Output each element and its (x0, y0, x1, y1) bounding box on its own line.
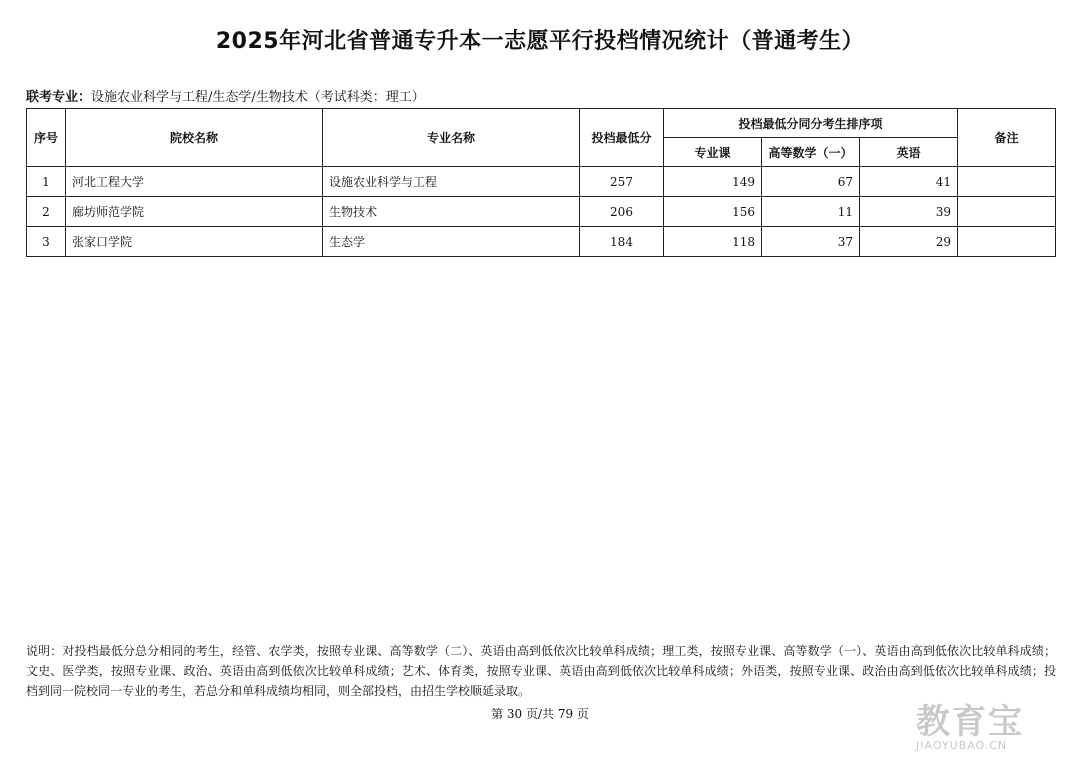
page-number: 第 30 页/共 79 页 (491, 707, 589, 721)
cell-remark (958, 197, 1056, 227)
header-remark: 备注 (958, 109, 1056, 167)
table-row (27, 227, 1056, 257)
table-row (27, 197, 1056, 227)
cell-index: 1 (27, 167, 66, 197)
explanation-note: 说明：对投档最低分总分相同的考生，经管、农学类，按照专业课、高等数学（二）、英语由高到低依次比较单科成绩；理工类，按照专业课、高等数学（一）、英语由高到低依次比较单科成绩；文史、医学类，按照专业课、政治、英语由高到低依次比较单科成绩；艺术、体育类，按照专业课、英语由高到低依次比较单科成绩；外语类，按照专业课、政治由高到低依次比较单科成绩；投档到同一院校同一专业的考生，若总分和单科成绩均相同，则全部投档，由招生学校顺延录取。 (26, 644, 1056, 698)
cell-english: 39 (860, 197, 958, 227)
watermark-en: JIAOYUBAO.CN (916, 739, 1008, 752)
subtitle (26, 86, 425, 105)
watermark-logo (916, 694, 1066, 754)
cell-min-score: 206 (580, 197, 664, 227)
cell-index: 2 (27, 197, 66, 227)
watermark-cn: 教育宝 (916, 702, 1024, 742)
cell-min-score: 184 (580, 227, 664, 257)
cell-major: 生物技术 (323, 197, 580, 227)
cell-math: 67 (762, 167, 860, 197)
cell-math: 11 (762, 197, 860, 227)
cell-remark (958, 167, 1056, 197)
header-row-1 (27, 109, 1056, 138)
cell-index: 3 (27, 227, 66, 257)
cell-min-score: 257 (580, 167, 664, 197)
header-school: 院校名称 (66, 109, 323, 167)
cell-math: 37 (762, 227, 860, 257)
table-row (27, 167, 1056, 197)
cell-school: 河北工程大学 (66, 167, 323, 197)
cell-english: 41 (860, 167, 958, 197)
header-english: 英语 (860, 138, 958, 167)
cell-professional: 156 (664, 197, 762, 227)
header-tiebreak-group: 投档最低分同分考生排序项 (664, 109, 958, 138)
admission-table (26, 108, 1056, 257)
header-math: 高等数学（一） (762, 138, 860, 167)
cell-english: 29 (860, 227, 958, 257)
cell-major: 设施农业科学与工程 (323, 167, 580, 197)
header-professional: 专业课 (664, 138, 762, 167)
header-major: 专业名称 (323, 109, 580, 167)
cell-professional: 118 (664, 227, 762, 257)
header-index: 序号 (27, 109, 66, 167)
cell-school: 张家口学院 (66, 227, 323, 257)
cell-professional: 149 (664, 167, 762, 197)
document-title: 2025年河北省普通专升本一志愿平行投档情况统计（普通考生） (215, 29, 865, 54)
cell-remark (958, 227, 1056, 257)
subtitle-label: 联考专业： (26, 90, 92, 105)
subtitle-value: 设施农业科学与工程/生态学/生物技术（考试科类：理工） (91, 90, 425, 105)
cell-major: 生态学 (323, 227, 580, 257)
cell-school: 廊坊师范学院 (66, 197, 323, 227)
header-min-score: 投档最低分 (580, 109, 664, 167)
